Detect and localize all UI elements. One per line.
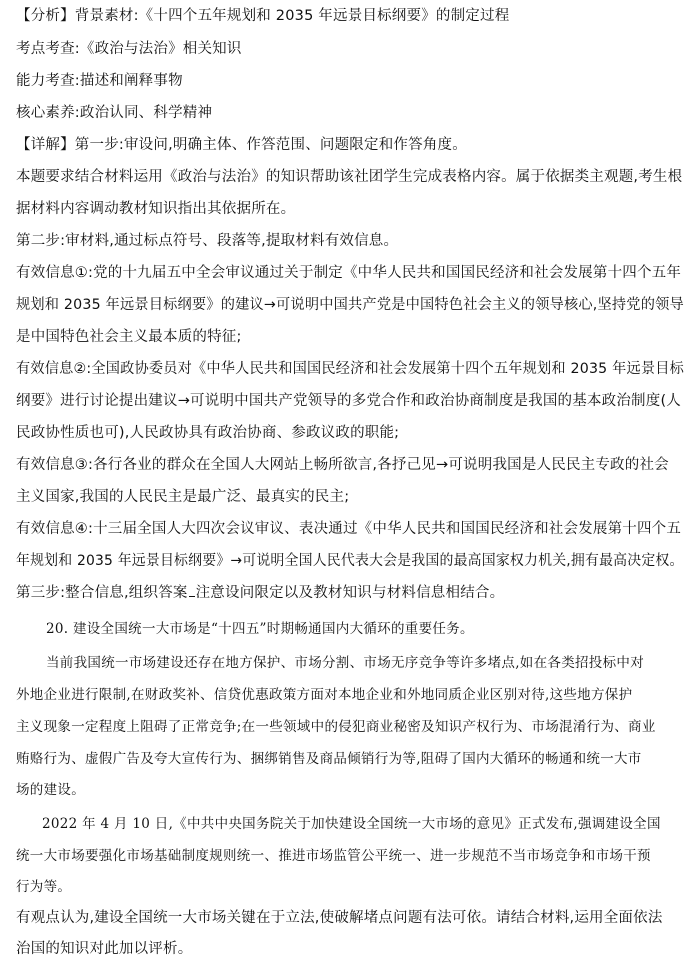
step3-text: 第三步:整合信息,组织答案 [16,585,188,601]
analysis-header-line: 【分析】背景素材:《十四个五年规划和 2035 年远景目标纲要》的制定过程 [16,8,510,24]
valid-info-4-line: 有效信息④:十三届全国人大四次会议审议、表决通过《中华人民共和国国民经济和社会发展第十四个五 [16,521,682,537]
body-text-line: 纲要》进行讨论提出建议→可说明中国共产党领导的多党合作和政治协商制度是我国的基本政治制度(人 [16,393,682,409]
ability-line: 能力考查:描述和阐释事物 [16,73,183,89]
material-paragraph-line: 统一大市场要强化市场基础制度规则统一、推进市场监管公平统一、进一步规范不当市场竞争和市场干预 [16,848,651,864]
valid-info-1-line: 有效信息①:党的十九届五中全会审议通过关于制定《中华人民共和国国民经济和社会发展第十四个五年 [16,265,682,281]
material-paragraph-line: 2022 年 4 月 10 日,《中共中央国务院关于加快建设全国统一大市场的意见》正式发布,强调建设全国 [42,816,661,832]
question-prompt-line: 有观点认为,建设全国统一大市场关键在于立法,使破解堵点问题有法可依。请结合材料,运用全面依法 [16,910,663,926]
question-prompt-line: 治国的知识对此加以评析。 [16,941,193,957]
question-title: 20. 建设全国统一大市场是“十四五”时期畅通国内大循环的重要任务。 [46,621,474,637]
material-paragraph-line: 贿赂行为、虚假广告及夸大宣传行为、捆绑销售及商品倾销行为等,阻碍了国内大循环的畅通和统一大市 [16,751,642,767]
body-text-line: 民政协性质也可),人民政协具有政治协商、参政议政的职能; [16,425,400,441]
body-text-line: 规划和 2035 年远景目标纲要》的建议→可说明中国共产党是中国特色社会主义的领导核心,坚持党的领导 [16,297,684,313]
material-paragraph-line: 主义现象一定程度上阻碍了正常竞争;在一些领域中的侵犯商业秘密及知识产权行为、市场混淆行为、商业 [16,719,656,735]
step3-line [16,581,504,602]
body-text-line: 年规划和 2035 年远景目标纲要》→可说明全国人民代表大会是我国的最高国家权力机关,拥有最高决定权。 [16,553,684,569]
step3-text-rest: 注意设问限定以及教材知识与材料信息相结合。 [195,585,505,601]
valid-info-2-line: 有效信息②:全国政协委员对《中华人民共和国国民经济和社会发展第十四个五年规划和 2035 年远景目标 [16,361,684,377]
exam-point-line: 考点考查:《政治与法治》相关知识 [16,41,242,57]
body-text-line: 是中国特色社会主义最本质的特征; [16,329,242,345]
body-text-line: 主义国家,我国的人民民主是最广泛、最真实的民主; [16,489,350,505]
material-paragraph-line: 当前我国统一市场建设还存在地方保护、市场分割、市场无序竞争等许多堵点,如在各类招投标中对 [46,655,644,671]
step2-line: 第二步:审材料,通过标点符号、段落等,提取材料有效信息。 [16,233,399,249]
material-paragraph-line: 外地企业进行限制,在财政奖补、信贷优惠政策方面对本地企业和外地同质企业区别对待,这些地方保护 [16,687,633,703]
core-literacy-line: 核心素养:政治认同、科学精神 [16,105,213,121]
underline-mark [189,596,195,597]
valid-info-3-line: 有效信息③:各行各业的群众在全国人大网站上畅所欲言,各抒己见→可说明我国是人民民主专政的社会 [16,457,669,473]
material-paragraph-line: 场的建设。 [16,782,85,798]
detail-step1-line: 【详解】第一步:审设问,明确主体、作答范围、问题限定和作答角度。 [16,137,467,153]
material-paragraph-line: 行为等。 [16,879,72,895]
body-text-line: 本题要求结合材料运用《政治与法治》的知识帮助该社团学生完成表格内容。属于依据类主观题,考生根 [16,169,683,185]
body-text-line: 据材料内容调动教材知识指出其依据所在。 [16,201,296,217]
